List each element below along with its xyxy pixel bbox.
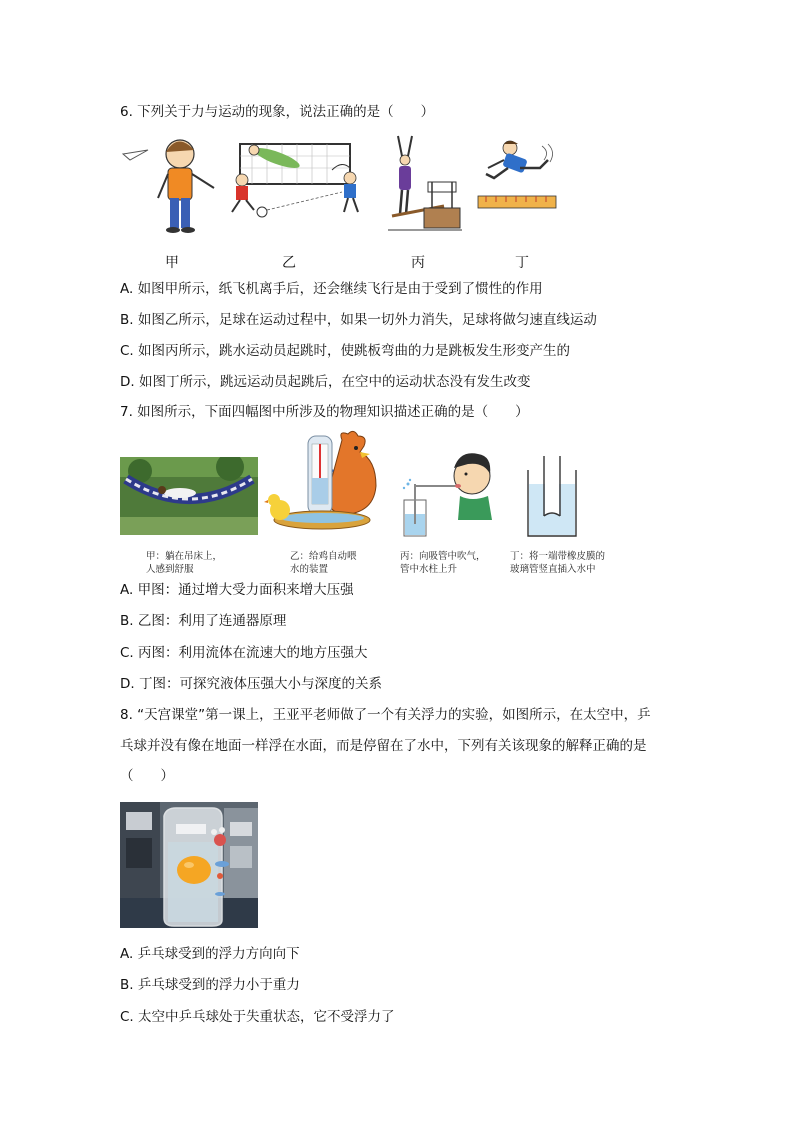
q7-caption-jia-line2: 人感到舒服 <box>146 564 194 575</box>
q7-option-c: C. 丙图：利用流体在流速大的地方压强大 <box>120 645 368 661</box>
q7-stem: 7. 如图所示，下面四幅图中所涉及的物理知识描述正确的是（ ） <box>120 404 529 420</box>
q6-stem: 6. 下列关于力与运动的现象，说法正确的是（ ） <box>120 104 435 120</box>
q7-caption-ding-line1: 丁：将一端带橡皮膜的 <box>510 551 606 562</box>
q8-option-a: A. 乒乓球受到的浮力方向向下 <box>120 946 300 962</box>
q6-option-b: B. 如图乙所示，足球在运动过程中，如果一切外力消失，足球将做匀速直线运动 <box>120 312 597 328</box>
q6-option-c: C. 如图丙所示，跳水运动员起跳时，使跳板弯曲的力是跳板发生形变产生的 <box>120 343 571 359</box>
q7-caption-jia-line1: 甲：躺在吊床上， <box>146 551 223 562</box>
q6-label-bing: 丙 <box>411 255 425 271</box>
q6-option-d: D. 如图丁所示，跳远运动员起跳后，在空中的运动状态没有发生改变 <box>120 374 531 390</box>
q6-option-a: A. 如图甲所示，纸飞机离手后，还会继续飞行是由于受到了惯性的作用 <box>120 281 543 297</box>
q7-caption-yi-line1: 乙：给鸡自动喂 <box>290 551 357 562</box>
q8-stem-line1: 8. “天宫课堂”第一课上，王亚平老师做了一个有关浮力的实验，如图所示，在太空中，乒 <box>120 707 651 723</box>
q8-stem-line2: 乓球并没有像在地面一样浮在水面，而是停留在了水中，下列有关该现象的解释正确的是 <box>120 738 647 754</box>
q6-label-jia: 甲 <box>165 255 179 271</box>
q7-option-b: B. 乙图：利用了连通器原理 <box>120 613 287 629</box>
q7-caption-bing-line1: 丙：向吸管中吹气， <box>400 551 486 562</box>
q8-stem-line3: （ ） <box>120 768 174 784</box>
q7-option-d: D. 丁图：可探究液体压强大小与深度的关系 <box>120 676 382 692</box>
q6-label-ding: 丁 <box>515 255 529 271</box>
q8-option-b: B. 乒乓球受到的浮力小于重力 <box>120 977 300 993</box>
q6-figure-diving <box>384 132 464 234</box>
q7-option-a: A. 甲图：通过增大受力面积来增大压强 <box>120 582 354 598</box>
q6-label-yi: 乙 <box>282 255 296 271</box>
q7-figure-blow-straw <box>400 444 500 538</box>
q8-photo-ping-pong-in-water <box>120 802 258 928</box>
q7-caption-bing-line2: 管中水柱上升 <box>400 564 458 575</box>
q7-caption-ding-line2: 玻璃管竖直插入水中 <box>510 564 596 575</box>
q6-figure-soccer <box>222 140 372 220</box>
q6-figure-long-jump <box>474 138 560 214</box>
q7-figure-hammock <box>120 457 258 535</box>
q7-figure-chicken-feeder <box>264 430 384 534</box>
q7-figure-glass-tube <box>522 454 582 538</box>
q6-figure-paper-plane <box>118 132 218 237</box>
q7-caption-yi-line2: 水的装置 <box>290 564 329 575</box>
q8-option-c: C. 太空中乒乓球处于失重状态，它不受浮力了 <box>120 1009 395 1025</box>
